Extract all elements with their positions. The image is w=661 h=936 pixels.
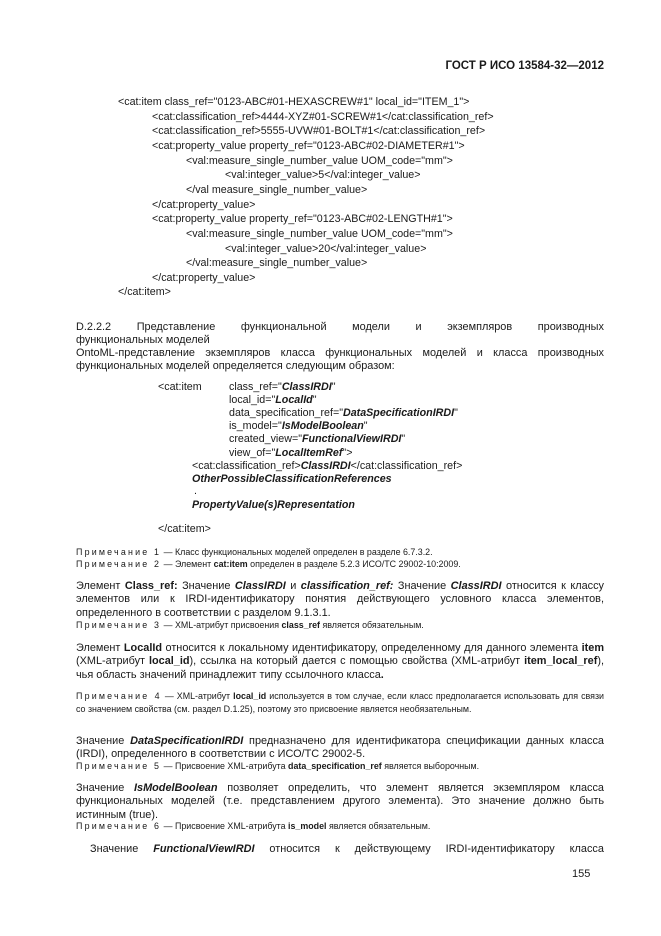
text-run: к	[334, 843, 340, 855]
attribute-close: "	[401, 433, 406, 446]
attribute-close: "	[331, 381, 336, 393]
text-run: является обязательным.	[320, 620, 424, 630]
text-run: Примечание 5	[76, 761, 162, 771]
text-run: ), чья область значений принадлежит типу ссылочного класса	[76, 655, 604, 681]
attribute-close: "	[454, 407, 458, 420]
text-run: Значение	[177, 580, 235, 592]
text-run: classification_ref:	[300, 580, 394, 592]
text-run: используется в том случае, если класс предполагается использовать для связи со значением свойства (см. раздел D.1.25), поэтому это присвоение является необязательным.	[76, 691, 604, 714]
code-line: <cat:classification_ref>4444-XYZ#01-SCREW#1</cat:classification_ref>	[152, 110, 494, 123]
text-run: FunctionalViewIRDI	[153, 843, 255, 855]
attribute-value: LocalItemRef	[275, 446, 343, 459]
text-run: — Присвоение XML-атрибута	[161, 761, 289, 771]
text-run: .	[380, 668, 384, 681]
text-run: IsModelBoolean	[134, 782, 218, 794]
ellipsis-dot: .	[194, 485, 197, 497]
intro-text: OntoML-представление экземпляров класса функциональных моделей и класса производных функциональных моделей определяется следующим образом:	[76, 347, 604, 373]
classif-value: ClassIRDI	[300, 460, 351, 472]
note-6	[76, 820, 604, 833]
heading-word: экземпляров	[447, 321, 513, 333]
attribute-value: IsModelBoolean	[281, 420, 364, 433]
text-run: действующему	[354, 843, 431, 855]
code-line: </val measure_single_number_value>	[186, 183, 368, 196]
text-run: (XML-атрибут	[76, 655, 149, 668]
other-classif-line: OtherPossibleClassificationReferences	[192, 473, 392, 485]
text-run: LocalId	[123, 642, 163, 654]
note-text: — Класс функциональных моделей определен в разделе 6.7.3.2.	[161, 547, 433, 557]
note-5	[76, 760, 604, 773]
text-run: item	[581, 642, 605, 654]
text-run: Элемент	[76, 642, 124, 654]
code-line: <cat:property_value property_ref="0123-ABC#02-DIAMETER#1">	[152, 139, 465, 152]
code-line: </cat:property_value>	[152, 271, 256, 284]
text-run: Примечание 3	[76, 620, 162, 630]
paragraph-class-ref	[76, 580, 604, 620]
attribute-name: created_view="	[229, 433, 303, 446]
classif-close: </cat:classification_ref>	[350, 460, 463, 472]
text-run: относится	[269, 843, 321, 855]
attribute-value: FunctionalViewIRDI	[302, 433, 402, 446]
code-line: <cat:classification_ref>5555-UVW#01-BOLT#1</cat:classification_ref>	[152, 125, 486, 138]
code-line: </val:measure_single_number_value>	[186, 257, 368, 270]
text-run: относится к классу элементов или к IRDI-идентификатору понятия действующего условного класса элементов, определенного в соответствии с разделом 9.1.3.1.	[76, 580, 604, 619]
text-run: data_specification_ref	[288, 761, 382, 771]
text-run: item_local_ref	[524, 655, 598, 668]
text-run: Значение	[393, 580, 451, 592]
code-line: </cat:item>	[118, 286, 171, 299]
text-run: Примечание 4	[76, 691, 162, 701]
text-run: класса	[569, 843, 604, 855]
note-4	[76, 690, 604, 715]
paragraph-is-model	[76, 782, 604, 822]
note-label: Примечание 2	[76, 559, 162, 569]
property-value-line: PropertyValue(s)Representation	[192, 499, 355, 511]
attribute-close: ">	[342, 446, 353, 459]
text-run: IRDI-идентификатору	[445, 843, 555, 855]
attribute-value: ClassIRDI	[281, 381, 332, 393]
heading-word: функциональной	[240, 321, 327, 333]
code-line: <val:measure_single_number_value UOM_code="mm">	[186, 227, 453, 240]
heading-word: Представление	[136, 321, 216, 333]
close-tag: </cat:item>	[158, 523, 211, 535]
text-run: ), ссылка на который дается с помощью свойства (XML-атрибут	[189, 655, 525, 668]
section-heading	[76, 321, 604, 334]
attribute-value: LocalId	[275, 394, 313, 407]
paragraph-functional-view	[90, 843, 604, 856]
text-run: Class_ref:	[124, 580, 178, 592]
text-run: local_id	[148, 655, 190, 668]
text-run: Значение	[76, 782, 134, 794]
text-run: DataSpecificationIRDI	[130, 735, 244, 747]
heading-word: производных	[537, 321, 604, 333]
attribute-value: DataSpecificationIRDI	[343, 407, 455, 420]
attribute-close: "	[312, 394, 317, 407]
attribute-close: "	[363, 420, 368, 433]
text-run: ClassIRDI	[234, 580, 286, 592]
paragraph-local-id	[76, 642, 604, 682]
section-number: D.2.2.2	[76, 321, 112, 333]
attribute-name: local_id="	[229, 394, 276, 407]
open-tag: <cat:item	[158, 381, 202, 393]
text-run: предназначено для идентификатора спецификации данных класса (IRDI), определенного в соответствии с ИСО/ТС 29002-5.	[76, 735, 604, 761]
attribute-name: class_ref="	[229, 381, 282, 393]
text-run: — Присвоение XML-атрибута	[161, 821, 289, 831]
note-text: — Элемент	[161, 559, 214, 569]
text-run: Элемент	[76, 580, 125, 592]
note-3	[76, 619, 604, 632]
code-line: <cat:property_value property_ref="0123-ABC#02-LENGTH#1">	[152, 213, 453, 226]
page-number: 155	[572, 868, 591, 880]
note-2	[76, 558, 604, 571]
code-line: </cat:property_value>	[152, 198, 256, 211]
text-run: ClassIRDI	[450, 580, 502, 592]
heading-word: и	[415, 321, 422, 333]
classif-open: <cat:classification_ref>	[192, 460, 301, 472]
attribute-name: is_model="	[229, 420, 282, 433]
heading-word: модели	[352, 321, 390, 333]
standard-header: ГОСТ Р ИСО 13584-32—2012	[445, 60, 604, 72]
text-run: local_id	[233, 691, 267, 701]
text-run: class_ref	[281, 620, 320, 630]
intro-paragraph	[76, 347, 604, 374]
text-run: является обязательным.	[326, 821, 431, 831]
text-run: — XML-атрибут присвоения	[161, 620, 282, 630]
note-label: Примечание 1	[76, 547, 162, 557]
attribute-name: view_of="	[229, 446, 276, 459]
paragraph-data-specification	[76, 735, 604, 762]
attribute-name: data_specification_ref="	[229, 407, 344, 420]
code-line: <cat:item class_ref="0123-ABC#01-HEXASCREW#1" local_id="ITEM_1">	[118, 96, 470, 108]
text-run: — XML-атрибут	[161, 691, 234, 701]
text-run: is_model	[288, 821, 327, 831]
section-heading-line2: функциональных моделей	[76, 334, 210, 346]
note-bold: cat:item	[213, 559, 248, 569]
text-run: Значение	[76, 735, 131, 747]
text-run: относится к локальному идентификатору, определенному для данного элемента	[162, 642, 582, 654]
code-line: <val:integer_value>5</val:integer_value>	[225, 169, 421, 182]
text-run: и	[285, 580, 301, 592]
text-run: является выборочным.	[381, 761, 480, 771]
text-run: Значение	[90, 843, 139, 855]
note-1	[76, 546, 604, 559]
code-line: <val:measure_single_number_value UOM_code="mm">	[186, 154, 453, 167]
note-text: определен в разделе 5.2.3 ИСО/ТС 29002-10:2009.	[247, 559, 461, 569]
text-run: Примечание 6	[76, 821, 162, 831]
code-line: <val:integer_value>20</val:integer_value>	[225, 242, 427, 255]
attribute-line	[229, 446, 352, 461]
text-run: позволяет определить, что элемент является экземпляром класса функциональных моделей (т.е. представлением другого элемента). Это значение должно быть истинным (true).	[76, 782, 604, 821]
